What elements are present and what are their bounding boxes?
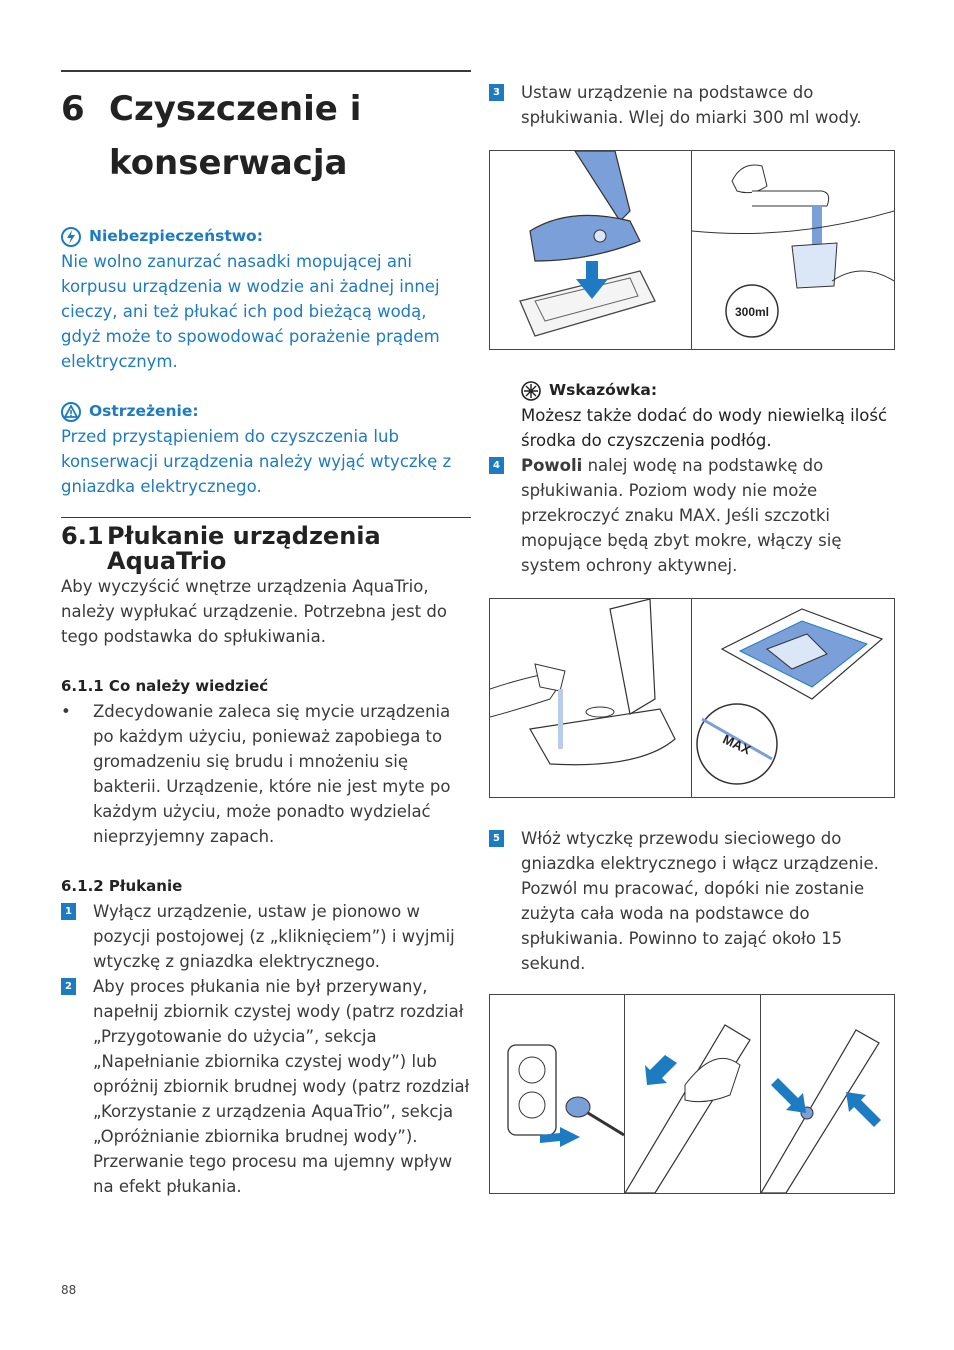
danger-text: Nie wolno zanurzać nasadki mopującej ani korpusu urządzenia w wodzie ani żadnej innej cieczy, ani też płukać ich pod bieżącą wodą, gdyż może to spowodować porażenie prądem elektrycznym.: [61, 252, 440, 371]
step-number-badge: 2: [61, 978, 76, 995]
section-title-line2: AquaTrio: [107, 547, 227, 575]
step-4: [489, 453, 899, 578]
chapter-title-line1: Czyszczenie i: [109, 89, 362, 129]
step-text: Włóż wtyczkę przewodu sieciowego do gniazdka elektrycznego i włącz urządzenie. Pozwól mu pracować, dopóki nie zostanie zużyta cała woda na podstawce do spłukiwania. Powinno to zająć około 15 sekund.: [521, 829, 879, 973]
caution-note: [61, 399, 471, 499]
tip-note: [489, 378, 899, 453]
step-1: [61, 899, 471, 974]
step-number-badge: 5: [489, 830, 504, 847]
tip-title: Wskazówka:: [549, 381, 658, 399]
step-text: Aby proces płukania nie był przerywany, napełnij zbiornik czystej wody (patrz rozdział „Przygotowanie do użycia”, sekcja „Napełnianie zbiornika czystej wody”) lub opróżnij zbiornik brudnej wody (patrz rozdział „Korzystanie z urządzenia AquaTrio”, sekcja „Opróżnianie zbiornika brudnej wody”). Przerwanie tego procesu ma ujemny wpływ na efekt płukania.: [93, 977, 470, 1196]
chapter-title-line2: konserwacja: [109, 143, 348, 183]
step-5: [489, 826, 899, 976]
danger-title: Niebezpieczeństwo:: [89, 227, 263, 245]
caution-text: Przed przystąpieniem do czyszczenia lub konserwacji urządzenia należy wyjąć wtyczkę z gniazdka elektrycznego.: [61, 427, 452, 496]
tip-icon: [521, 381, 541, 401]
page-number: 88: [61, 1283, 77, 1297]
figure-pouring-water: [489, 598, 895, 798]
bullet-text: Zdecydowanie zaleca się mycie urządzenia po każdym użyciu, ponieważ zapobiega to gromadzeniu się brudu i mnożeniu się bakterii. Urządzenie, które nie jest myte po każdym użyciu, może ponadto wydzielać nieprzyjemny zapach.: [93, 702, 451, 846]
illustration-pressing-button: [761, 995, 895, 1193]
step-text: Wyłącz urządzenie, ustaw je pionowo w pozycji postojowej (z „kliknięciem”) i wyjmij wtyczkę z gniazdka elektrycznego.: [93, 902, 455, 971]
measure-label: 300ml: [734, 305, 770, 319]
chapter-title: [61, 72, 471, 190]
section-intro: Aby wyczyścić wnętrze urządzenia AquaTrio, należy wypłukać urządzenie. Potrzebna jest do tego podstawka do spłukiwania.: [61, 577, 447, 646]
caution-title: Ostrzeżenie:: [89, 402, 199, 420]
section-title-line1: Płukanie urządzenia: [107, 522, 381, 550]
illustration-pouring-water: [490, 599, 692, 797]
lightning-icon: [61, 227, 81, 247]
max-label: MAX: [720, 731, 754, 758]
illustration-socket-plug: [490, 995, 625, 1193]
bullet-mark: •: [61, 702, 71, 721]
step-2: [61, 974, 471, 1199]
step-text: Ustaw urządzenie na podstawce do spłukiwania. Wlej do miarki 300 ml wody.: [521, 83, 862, 127]
step-number-badge: 1: [61, 903, 76, 920]
section-number: 6.1: [61, 522, 104, 550]
subsection-1-title: 6.1.1 Co należy wiedzieć: [61, 677, 269, 695]
step-number-badge: 3: [489, 84, 504, 101]
right-column: [489, 80, 899, 1194]
chapter-number: 6: [61, 89, 85, 129]
step-text: nalej wodę na podstawkę do spłukiwania. Poziom wody nie może przekroczyć znaku MAX. Jeśli szczotki mopujące będą zbyt mokre, włączy się system ochrony aktywnej.: [521, 456, 842, 575]
figure-rinse-tray: [489, 150, 895, 350]
illustration-device-on-tray: [490, 151, 692, 349]
step-number-badge: 4: [489, 457, 504, 474]
illustration-max-mark: [692, 599, 894, 797]
danger-note: [61, 224, 471, 374]
step-3: [489, 80, 899, 130]
illustration-measuring-cup: [692, 151, 894, 349]
illustration-switch-on: [625, 995, 761, 1193]
section-title: [61, 524, 471, 574]
step-emphasis: Powoli: [521, 456, 583, 475]
list-item: [61, 699, 471, 849]
subsection-2-title: 6.1.2 Płukanie: [61, 877, 183, 895]
figure-plug-in: [489, 994, 895, 1194]
warning-triangle-icon: [61, 402, 81, 422]
left-column: [61, 70, 471, 1199]
tip-text: Możesz także dodać do wody niewielką ilość środka do czyszczenia podłóg.: [521, 406, 888, 450]
